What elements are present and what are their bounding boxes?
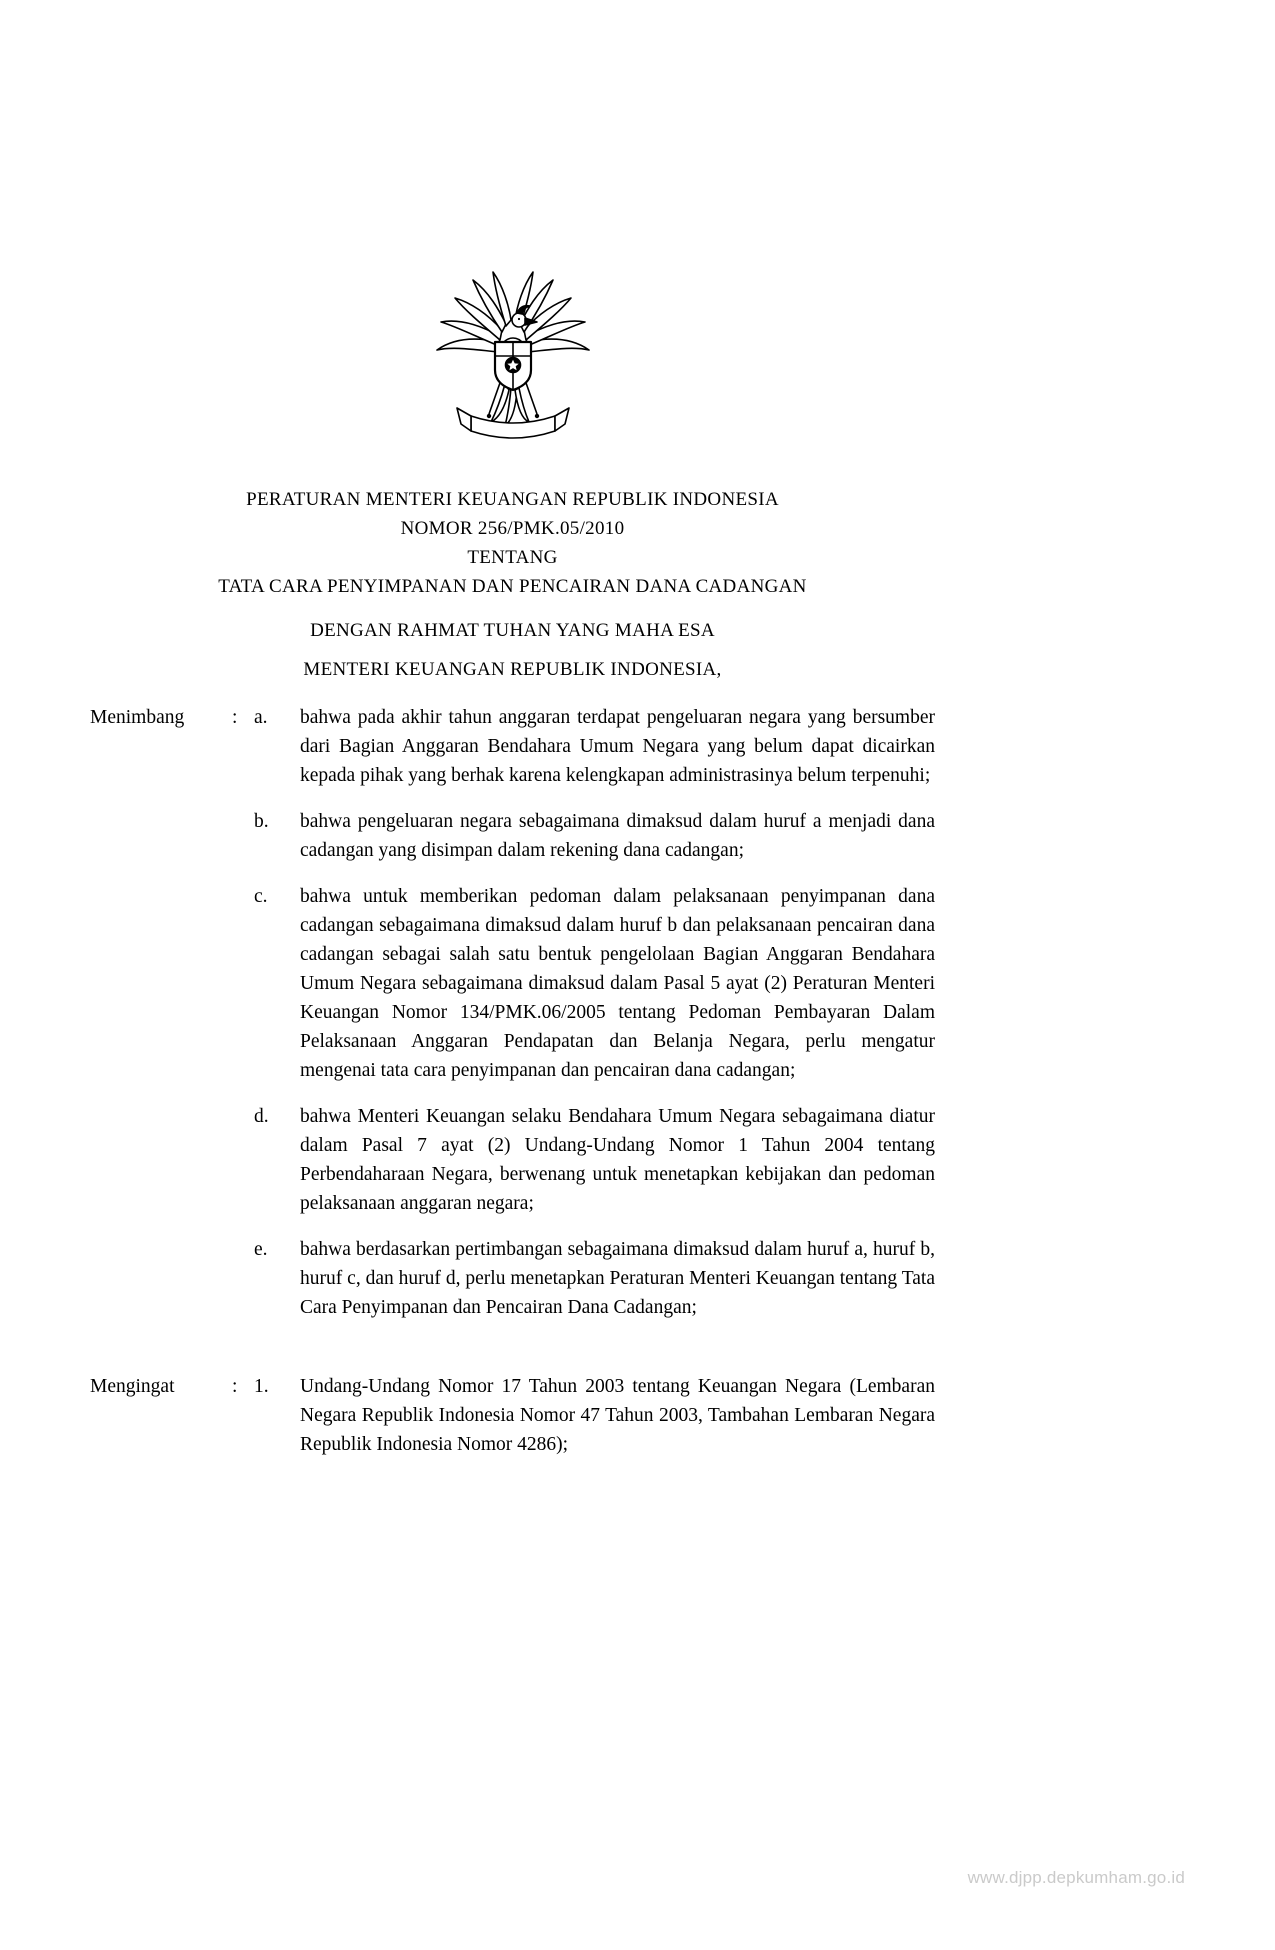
invocation-line: DENGAN RAHMAT TUHAN YANG MAHA ESA xyxy=(310,620,715,641)
item-text: bahwa untuk memberikan pedoman dalam pelaksanaan penyimpanan dana cadangan sebagaimana dimaksud dalam huruf b dan pelaksanaan pencairan dana cadangan sebagai salah satu bentuk pengelolaan Bagian Anggaran Bendahara Umum Negara sebagaimana dimaksud dalam Pasal 5 ayat (2) Peraturan Menteri Keuangan Nomor 134/PMK.06/2005 tentang Pedoman Pembayaran Dalam Pelaksanaan Anggaran Pendapatan dan Belanja Negara, perlu mengatur mengenai tata cara penyimpanan dan pencairan dana cadangan; xyxy=(300,886,935,1081)
item-marker: e. xyxy=(254,1239,268,1260)
item-marker: 1. xyxy=(254,1376,269,1397)
recalling-item xyxy=(90,1372,935,1459)
considering-section xyxy=(90,703,935,1322)
title-line-subject: TATA CARA PENYIMPANAN DAN PENCAIRAN DANA CADANGAN xyxy=(218,576,807,597)
watermark-url: www.djpp.depkumham.go.id xyxy=(967,1868,1185,1887)
section-colon: : xyxy=(232,707,238,728)
section-colon: : xyxy=(232,1376,238,1397)
spacer xyxy=(232,882,254,1085)
spacer xyxy=(90,807,232,865)
item-marker: a. xyxy=(254,707,268,728)
considering-item xyxy=(90,807,935,865)
spacer xyxy=(232,1235,254,1322)
item-text: Undang-Undang Nomor 17 Tahun 2003 tentang Keuangan Negara (Lembaran Negara Republik Indonesia Nomor 47 Tahun 2003, Tambahan Lembaran Negara Republik Indonesia Nomor 4286); xyxy=(300,1376,935,1455)
spacer xyxy=(90,1102,232,1218)
considering-item xyxy=(90,882,935,1085)
recalling-section xyxy=(90,1372,935,1459)
item-text: bahwa berdasarkan pertimbangan sebagaimana dimaksud dalam huruf a, huruf b, huruf c, dan huruf d, perlu menetapkan Peraturan Menteri Keuangan tentang Tata Cara Penyimpanan dan Pencairan Dana Cadangan; xyxy=(300,1239,935,1318)
garuda-pancasila-emblem xyxy=(90,266,935,461)
title-line-regulation: PERATURAN MENTERI KEUANGAN REPUBLIK INDONESIA xyxy=(246,489,779,510)
section-label: Menimbang xyxy=(90,707,185,728)
item-text: bahwa Menteri Keuangan selaku Bendahara Umum Negara sebagaimana diatur dalam Pasal 7 ayat (2) Undang-Undang Nomor 1 Tahun 2004 tentang Perbendaharaan Negara, berwenang untuk menetapkan kebijakan dan pedoman pelaksanaan anggaran negara; xyxy=(300,1106,935,1214)
item-marker: b. xyxy=(254,811,269,832)
issuer-line: MENTERI KEUANGAN REPUBLIK INDONESIA, xyxy=(303,659,722,680)
spacer xyxy=(90,882,232,1085)
item-marker: c. xyxy=(254,886,268,907)
spacer xyxy=(90,1235,232,1322)
considering-item xyxy=(90,1102,935,1218)
considering-item xyxy=(90,703,935,790)
considering-item xyxy=(90,1235,935,1322)
title-block xyxy=(90,485,935,601)
title-line-tentang: TENTANG xyxy=(467,547,558,568)
item-text: bahwa pada akhir tahun anggaran terdapat pengeluaran negara yang bersumber dari Bagian Anggaran Bendahara Umum Negara yang belum dapat dicairkan kepada pihak yang berhak karena kelengkapan administrasinya belum terpenuhi; xyxy=(300,707,935,786)
title-line-number: NOMOR 256/PMK.05/2010 xyxy=(400,518,625,539)
document-content xyxy=(90,0,935,1476)
section-label: Mengingat xyxy=(90,1376,175,1397)
spacer xyxy=(232,807,254,865)
item-text: bahwa pengeluaran negara sebagaimana dimaksud dalam huruf a menjadi dana cadangan yang disimpan dalam rekening dana cadangan; xyxy=(300,811,935,861)
item-marker: d. xyxy=(254,1106,269,1127)
spacer xyxy=(232,1102,254,1218)
